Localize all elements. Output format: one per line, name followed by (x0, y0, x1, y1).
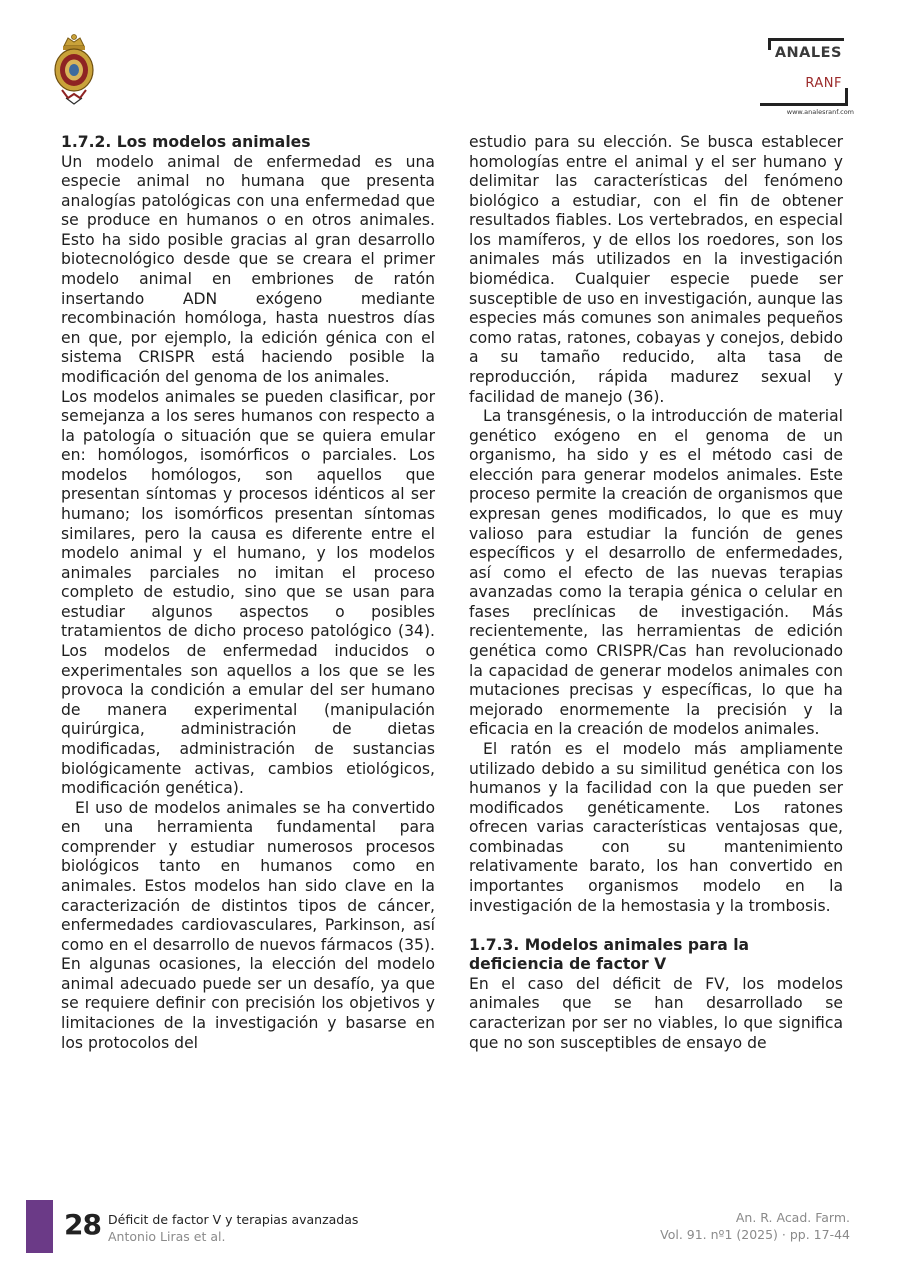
body-paragraph: Un modelo animal de enfermedad es una especie animal no humana que presenta analogías patológicas con una enfermedad que se produce en humanos o en otros animales. Esto ha sido posible gracias al gran desarrollo biotecnológico desde que se creara el primer modelo animal en embriones de ratón insertando ADN exógeno mediante recombinación homóloga, hasta nuestros días en que, por ejemplo, la edición génica con el sistema CRISPR está haciendo posible la modificación del genoma de los animales. (61, 152, 435, 386)
section-spacer (469, 916, 843, 936)
right-column (469, 133, 843, 1053)
anales-ranf-logo (738, 36, 854, 120)
journal-volume: Vol. 91. nº1 (2025) · pp. 17-44 (660, 1227, 850, 1242)
logo-word-anales: ANALES (774, 45, 842, 61)
page-number: 28 (64, 1208, 101, 1241)
body-paragraph: El ratón es el modelo más ampliamente utilizado debido a su similitud genética con los humanos y la facilidad con la que pueden ser modificados genéticamente. Los ratones ofrecen varias características ventajosas que, combinadas con su mantenimiento relativamente barato, los han convertido en importantes organismos modelo en la investigación de la hemostasia y la trombosis. (469, 739, 843, 915)
academy-crest-logo (52, 32, 96, 106)
body-paragraph: El uso de modelos animales se ha convertido en una herramienta fundamental para comprender y estudiar numerosos procesos biológicos tanto en humanos como en animales. Estos modelos han sido clave en la caracterización de distintos tipos de cáncer, enfermedades cardiovasculares, Parkinson, así como en el desarrollo de nuevos fármacos (35). En algunas ocasiones, la elección del modelo animal adecuado puede ser un desafío, ya que se requiere definir con precisión los objetivos y limitaciones de la investigación y basarse en los protocolos del (61, 798, 435, 1052)
running-authors: Antonio Liras et al. (108, 1229, 226, 1244)
running-title: Déficit de factor V y terapias avanzadas (108, 1212, 359, 1227)
body-paragraph: estudio para su elección. Se busca establecer homologías entre el animal y el ser humano y delimitar las características del fenómeno biológico a estudiar, con el fin de obtener resultados fiables. Los vertebrados, en especial los mamíferos, y de ellos los roedores, son los animales más utilizados en la investigación biomédica. Cualquier especie puede ser susceptible de uso en investigación, aunque las especies más comunes son animales pequeños como ratas, ratones, cobayas y conejos, debido a su tamaño reducido, alta tasa de reproducción, rápida madurez sexual y facilidad de manejo (36). (469, 133, 843, 406)
journal-name: An. R. Acad. Farm. (735, 1210, 850, 1225)
logo-word-ranf: RANF (805, 76, 842, 91)
body-paragraph: La transgénesis, o la introducción de material genético exógeno en el genoma de un organismo, ha sido y es el método casi de elección para generar modelos animales. Este proceso permite la creación de organismos que expresan genes modificados, lo que es muy valioso para estudiar la función de genes específicos y el desarrollo de enfermedades, así como el efecto de las nuevas terapias avanzadas como la terapia génica o celular en fases preclínicas de investigación. Más recientemente, las herramientas de edición genética como CRISPR/Cas han revolucionado la capacidad de generar modelos animales con mutaciones precisas y específicas, lo que ha mejorado enormemente la precisión y la eficacia en la creación de modelos animales. (469, 407, 843, 739)
body-paragraph: Los modelos animales se pueden clasificar, por semejanza a los seres humanos con respecto a la patología o situación que se quiera emular en: homólogos, isomórficos o parciales. Los modelos homólogos, son aquellos que presentan síntomas y procesos idénticos al ser humano; los isomórficos presentan síntomas similares, pero la causa es diferente entre el modelo animal y el humano, y los modelos animales parciales no imitan el proceso completo de estudio, sino que se usan para estudiar algunos aspectos o posibles tratamientos de dicho proceso patológico (34). Los modelos de enfermedad inducidos o experimentales son aquellos a los que se les provoca la condición a emular del ser humano de manera experimental (manipulación quirúrgica, administración de dietas modificadas, administración de sustancias biológicamente activas, cambios etiológicos, modificación genética). (61, 387, 435, 798)
left-column (61, 133, 435, 1053)
section-heading-1-7-2: 1.7.2. Los modelos animales (61, 133, 311, 151)
footer-accent-bar (26, 1200, 53, 1253)
body-paragraph: En el caso del déficit de FV, los modelos animales que se han desarrollado se caracterizan por ser no viables, lo que significa que no son susceptibles de ensayo de (469, 974, 843, 1052)
logo-website-link[interactable]: www.analesranf.com (786, 108, 854, 116)
section-heading-1-7-3: 1.7.3. Modelos animales para la deficiencia de factor V (469, 935, 750, 974)
